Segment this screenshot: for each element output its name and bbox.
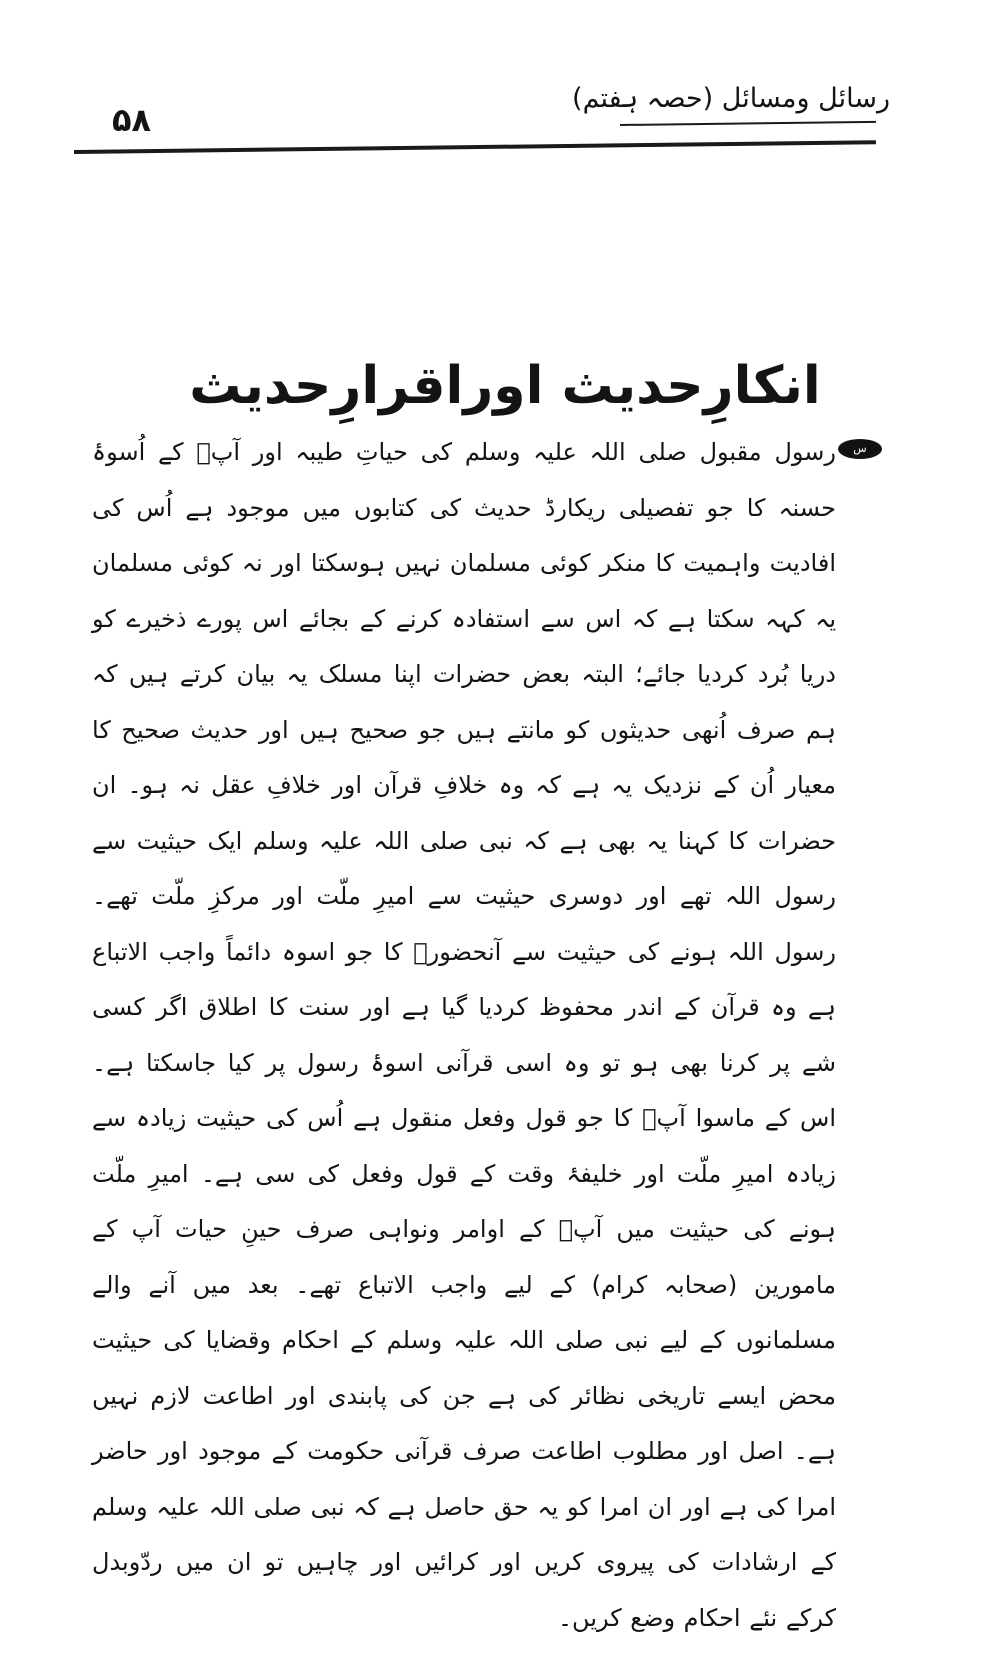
header-rule (74, 140, 876, 154)
section-marker-icon: س (838, 439, 882, 459)
page-title: انکارِحدیث اوراقرارِحدیث (189, 356, 821, 416)
running-head-title: رسائل ومسائل (حصہ ہفتم) (572, 83, 890, 114)
body-paragraph: رسول مقبول صلی اللہ علیہ وسلم کی حیاتِ طیبہ اور آپؐ کے اُسوۂ حسنہ کا جو تفصیلی ریکارڈ حدیث کی کتابوں میں موجود ہے اُس کی افادیت واہمیت کا منکر کوئی مسلمان نہیں ہوسکتا اور نہ کوئی مسلمان یہ کہہ سکتا ہے کہ اس سے استفادہ کرنے کے بجائے اس پورے ذخیرے کو دریا بُرد کردیا جائے؛ البتہ بعض حضرات اپنا مسلک یہ بیان کرتے ہیں کہ ہم صرف اُنھی حدیثوں کو مانتے ہیں جو صحیح ہیں اور حدیث صحیح کا معیار اُن کے نزدیک یہ ہے کہ وہ خلافِ قرآن اور خلافِ عقل نہ ہو۔ ان حضرات کا کہنا یہ بھی ہے کہ نبی صلی اللہ علیہ وسلم ایک حیثیت سے رسول اللہ تھے اور دوسری حیثیت سے امیرِ ملّت اور مرکزِ ملّت تھے۔ رسول اللہ ہونے کی حیثیت سے آنحضورؐ کا جو اسوہ دائماً واجب الاتباع ہے وہ قرآن کے اندر محفوظ کردیا گیا ہے اور سنت کا اطلاق اگر کسی شے پر کرنا بھی ہو تو وہ اسی قرآنی اسوۂ رسول پر کیا جاسکتا ہے۔ اس کے ماسوا آپؐ کا جو قول وفعل منقول ہے اُس کی حیثیت زیادہ سے زیادہ امیرِ ملّت اور خلیفۂ وقت کے قول وفعل کی سی ہے۔ امیرِ ملّت ہونے کی حیثیت میں آپؐ کے اوامر ونواہی صرف حینِ حیات آپ کے مامورین (صحابہ کرام) کے لیے واجب الاتباع تھے۔ بعد میں آنے والے مسلمانوں کے لیے نبی صلی اللہ علیہ وسلم کے احکام وقضایا کی حیثیت محض ایسے تاریخی نظائر کی ہے جن کی پابندی اور اطاعت لازم نہیں ہے۔ اصل اور مطلوب اطاعت صرف قرآنی حکومت کے موجود اور حاضر امرا کی ہے اور ان امرا کو یہ حق حاصل ہے کہ نبی صلی اللہ علیہ وسلم کے ارشادات کی پیروی کریں اور کرائیں اور چاہیں تو ان میں ردّوبدل کرکے نئے احکام وضع کریں۔ (92, 438, 836, 1632)
page-number: ۵۸ (112, 101, 152, 139)
